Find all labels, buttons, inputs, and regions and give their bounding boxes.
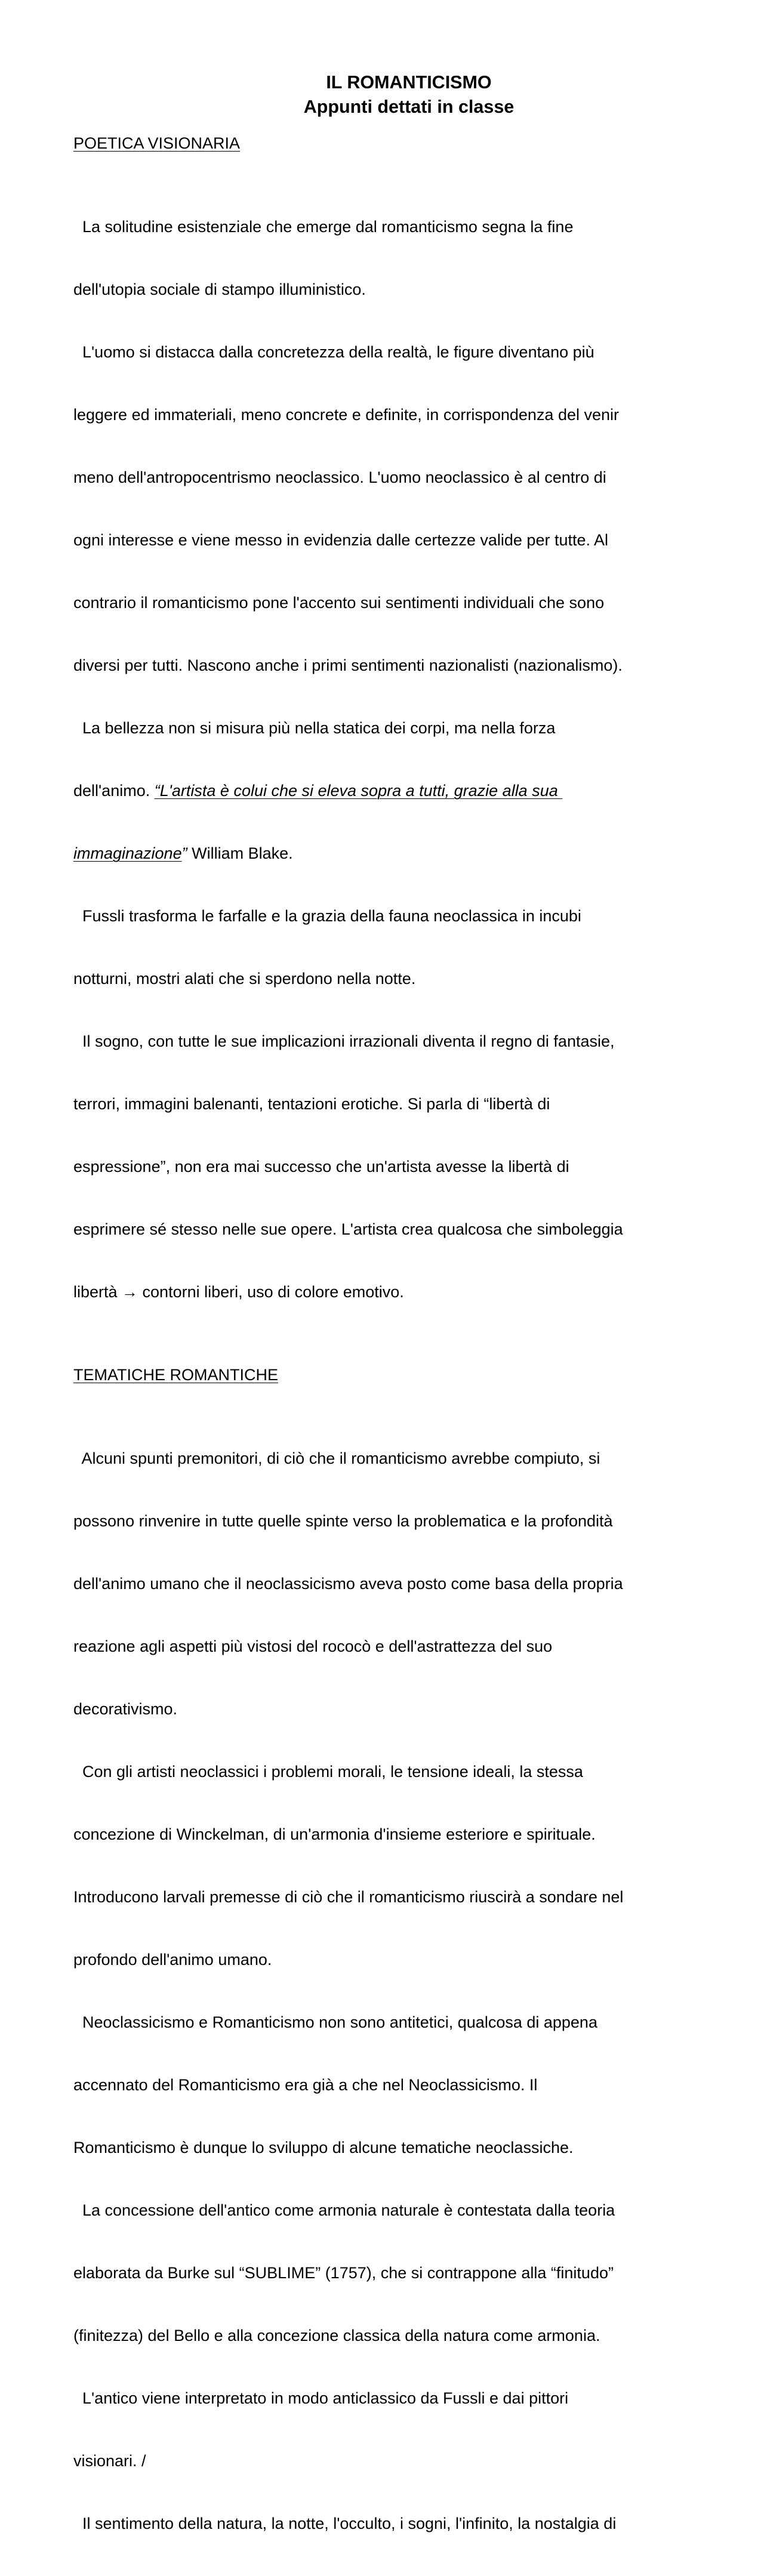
- text-line: La concessione dell'antico come armonia naturale è contestata dalla teoria: [73, 2201, 615, 2219]
- text-line: L'uomo si distacca dalla concretezza della realtà, le figure diventano più: [73, 343, 594, 361]
- text-line: ogni interesse e viene messo in evidenzia dalle certezze valide per tutte. Al: [73, 531, 609, 549]
- blake-quote-end: immaginazione: [73, 844, 182, 862]
- text-line: possono rinvenire in tutte quelle spinte verso la problematica e la profondità: [73, 1512, 613, 1530]
- text-line: notturni, mostri alati che si sperdono nella notte.: [73, 970, 416, 988]
- text-line: L'antico viene interpretato in modo anticlassico da Fussli e dai pittori: [73, 2389, 569, 2407]
- text-line: leggere ed immateriali, meno concrete e definite, in corrispondenza del venir: [73, 406, 619, 424]
- text-line: (finitezza) del Bello e alla concezione classica della natura come armonia.: [73, 2327, 600, 2344]
- text-line: meno dell'antropocentrismo neoclassico. L'uomo neoclassico è al centro di: [73, 468, 606, 486]
- text-line: visionari. /: [73, 2452, 146, 2470]
- section-body-poetica-visionaria: [73, 175, 694, 1344]
- text-line: decorativismo.: [73, 1700, 178, 1718]
- quote-author: William Blake.: [187, 844, 293, 862]
- quote-close-mark: ”: [181, 844, 187, 862]
- section-heading-poetica-visionaria: POETICA VISIONARIA: [73, 134, 241, 152]
- text-line: Con gli artisti neoclassici i problemi morali, le tensione ideali, la stessa: [73, 1763, 583, 1781]
- title-block: [73, 70, 694, 119]
- text-line: terrori, immagini balenanti, tentazioni erotiche. Si parla di “libertà di: [73, 1095, 550, 1113]
- document-title: IL ROMANTICISMO: [326, 72, 492, 92]
- document-subtitle: Appunti dettati in classe: [303, 97, 515, 117]
- document-page: [73, 70, 694, 2576]
- text-line: contrario il romanticismo pone l'accento sui sentimenti individuali che sono: [73, 594, 605, 612]
- text-line: accennato del Romanticismo era già a che nel Neoclassicismo. Il: [73, 2076, 538, 2094]
- text-line: Fussli trasforma le farfalle e la grazia della fauna neoclassica in incubi: [73, 907, 581, 925]
- text-line: Alcuni spunti premonitori, di ciò che il romanticismo avrebbe compiuto, si: [73, 1449, 600, 1467]
- text-line-quote-end: [73, 843, 694, 864]
- text-line: espressione”, non era mai successo che un'artista avesse la libertà di: [73, 1158, 569, 1176]
- text-line: dell'utopia sociale di stampo illuministico.: [73, 280, 366, 298]
- text-line: La bellezza non si misura più nella statica dei corpi, ma nella forza: [73, 719, 556, 737]
- section-body-tematiche-romantiche: [73, 1406, 694, 2576]
- text-line: elaborata da Burke sul “SUBLIME” (1757), che si contrappone alla “finitudo”: [73, 2264, 614, 2282]
- text-line: libertà → contorni liberi, uso di colore emotivo.: [73, 1283, 404, 1301]
- quote-prefix: dell'animo.: [73, 782, 155, 800]
- text-line: diversi per tutti. Nascono anche i primi sentimenti nazionalisti (nazionalismo).: [73, 656, 623, 674]
- text-line: Introducono larvali premesse di ciò che il romanticismo riuscirà a sondare nel: [73, 1888, 624, 1906]
- text-line: concezione di Winckelman, di un'armonia d'insieme esteriore e spirituale.: [73, 1825, 596, 1843]
- text-line: reazione agli aspetti più vistosi del rococò e dell'astrattezza del suo: [73, 1637, 553, 1655]
- text-line: La solitudine esistenziale che emerge dal romanticismo segna la fine: [73, 218, 574, 236]
- text-line: Il sogno, con tutte le sue implicazioni irrazionali diventa il regno di fantasie,: [73, 1032, 615, 1050]
- text-line: Romanticismo è dunque lo sviluppo di alcune tematiche neoclassiche.: [73, 2139, 574, 2157]
- text-line: esprimere sé stesso nelle sue opere. L'artista crea qualcosa che simboleggia: [73, 1220, 623, 1238]
- text-line: Neoclassicismo e Romanticismo non sono antitetici, qualcosa di appena: [73, 2013, 597, 2031]
- section-heading-tematiche-romantiche: TEMATICHE ROMANTICHE: [73, 1366, 278, 1384]
- text-line: dell'animo umano che il neoclassicismo aveva posto come basa della propria: [73, 1575, 623, 1593]
- text-line: profondo dell'animo umano.: [73, 1951, 272, 1969]
- blake-quote: “L'artista è colui che si eleva sopra a tutti, grazie alla sua: [154, 782, 563, 800]
- text-line-quote: [73, 780, 694, 801]
- text-line: Il sentimento della natura, la notte, l'occulto, i sogni, l'infinito, la nostalgia di: [73, 2515, 617, 2532]
